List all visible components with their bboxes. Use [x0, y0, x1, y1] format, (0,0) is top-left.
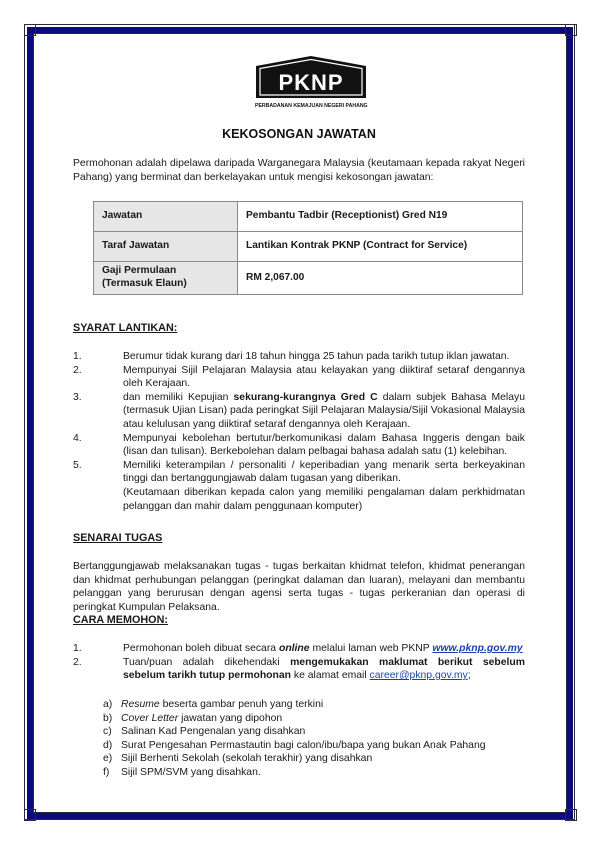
list-item: [103, 766, 523, 780]
website-link[interactable]: www.pknp.gov.my: [432, 643, 523, 654]
section-heading-tugas: SENARAI TUGAS: [73, 532, 163, 544]
list-letter: d): [103, 739, 113, 751]
list-text: [123, 656, 525, 683]
list-item: [103, 725, 523, 739]
list-letter: b): [103, 712, 113, 724]
list-letter: c): [103, 726, 112, 738]
pknp-logo: [255, 55, 367, 110]
logo-text: PKNP: [278, 70, 344, 95]
list-item: [73, 642, 525, 656]
italic-segment: Cover Letter: [121, 712, 179, 724]
section-heading-cara: CARA MEMOHON:: [73, 614, 168, 626]
page-title: KEKOSONGAN JAWATAN: [222, 127, 376, 141]
table-label-gaji: [94, 262, 238, 295]
list-text: Sijil Berhenti Sekolah (sekolah terakhir) yang disahkan: [121, 753, 373, 765]
text-segment: ke alamat email: [291, 670, 370, 682]
bold-segment: sekurang-kurangnya Gred C: [233, 391, 378, 403]
list-text: Salinan Kad Pengenalan yang disahkan: [121, 726, 306, 738]
text-segment: ;: [467, 670, 471, 682]
text-segment: Tuan/puan adalah dikehendaki: [123, 656, 291, 668]
frame-corner-top-left: [24, 24, 36, 36]
list-text: [121, 712, 282, 726]
note-segment: (Keutamaan diberikan kepada calon yang memiliki pengalaman dalam perkhidmatan pelanggan dan mahir dalam penggunaan komputer): [123, 486, 525, 512]
list-number: 5.: [73, 459, 82, 471]
text-segment: Permohonan boleh dibuat secara: [123, 643, 279, 654]
list-item: [73, 364, 525, 391]
logo-house-icon: [255, 55, 367, 99]
list-item: [103, 698, 523, 712]
text-segment: jawatan yang dipohon: [178, 712, 283, 724]
list-number: 2.: [73, 656, 82, 668]
syarat-list: [73, 350, 525, 513]
list-text: [123, 642, 525, 656]
table-value-gaji: RM 2,067.00: [238, 262, 523, 295]
bold-italic-segment: online: [278, 643, 310, 654]
list-letter: f): [103, 766, 110, 778]
table-value-taraf: Lantikan Kontrak PKNP (Contract for Service): [238, 232, 523, 262]
italic-segment: Resume: [121, 699, 160, 710]
tugas-paragraph: Bertanggungjawab melaksanakan tugas - tugas berkaitan khidmat telefon, khidmat penerangan dan khidmat perhubungan pelanggan (peringkat dalaman dan luaran), melayani dan membantu pelanggan yang berurusan dengan agensi serta tugas - tugas perkeranian dan operasi di peringkat Kumpulan Pelaksana.: [73, 561, 525, 613]
job-details-table: [93, 201, 523, 295]
list-item: [73, 656, 525, 683]
text-segment: melalui laman web PKNP: [309, 643, 433, 654]
table-row: [94, 232, 523, 262]
list-text: Surat Pengesahan Permastautin bagi calon/ibu/bapa yang bukan Anak Pahang: [121, 739, 486, 751]
list-item: [73, 391, 525, 432]
label-line-2: (Termasuk Elaun): [102, 278, 187, 289]
list-item: [103, 739, 523, 753]
frame-corner-bottom-right: [565, 809, 577, 821]
table-label-taraf: Taraf Jawatan: [94, 232, 238, 262]
table-row: [94, 202, 523, 232]
text-segment: beserta gambar penuh yang terkini: [159, 699, 324, 710]
list-number: 3.: [73, 391, 82, 403]
logo-caption: PERBADANAN KEMAJUAN NEGERI PAHANG: [255, 103, 368, 109]
list-letter: a): [103, 699, 113, 710]
bold-segment: mengemukakan maklumat berikut sebelum sebelum tarikh tutup permohonan: [123, 656, 525, 682]
list-text: [121, 698, 323, 712]
text-segment: Memiliki keterampilan / personaliti / keperibadian yang menarik serta berkeyakinan tinggi dan bertanggungjawab dalam tugasan yang diberikan.: [123, 459, 525, 485]
list-item: [73, 459, 525, 513]
list-number: 2.: [73, 364, 82, 376]
email-link[interactable]: career@pknp.gov.my: [369, 670, 468, 682]
list-item: [73, 350, 525, 364]
text-segment: dan memiliki Kepujian: [123, 391, 234, 403]
list-text: Mempunyai Sijil Pelajaran Malaysia atau kelayakan yang diiktiraf setaraf dengannya oleh Kerajaan.: [123, 364, 525, 390]
cara-list: [73, 642, 525, 683]
table-row: [94, 262, 523, 295]
list-number: 1.: [73, 351, 82, 362]
list-item: [103, 752, 523, 766]
label-line-1: Gaji Permulaan: [102, 265, 177, 277]
text-segment: dalam subjek Bahasa Melayu (termasuk Ujian Lisan) pada peringkat Sijil Pelajaran Malaysia/Sijil Vokasional Malaysia atau kelulusan yang diiktiraf setaraf dengannya oleh Kerajaan.: [123, 391, 525, 430]
list-text: Sijil SPM/SVM yang disahkan.: [121, 766, 261, 778]
list-text: [123, 459, 525, 513]
frame-corner-top-right: [565, 24, 577, 36]
list-letter: e): [103, 753, 113, 765]
documents-list: [103, 698, 523, 780]
list-item: [103, 712, 523, 726]
list-text: [123, 391, 525, 432]
section-heading-syarat: SYARAT LANTIKAN:: [73, 322, 178, 334]
list-text: Berumur tidak kurang dari 18 tahun hingga 25 tahun pada tarikh tutup iklan jawatan.: [123, 351, 510, 362]
list-item: [73, 432, 525, 459]
list-number: 1.: [73, 643, 82, 654]
frame-corner-bottom-left: [24, 809, 36, 821]
list-number: 4.: [73, 432, 82, 444]
table-value-jawatan: Pembantu Tadbir (Receptionist) Gred N19: [238, 202, 523, 232]
table-label-jawatan: Jawatan: [94, 202, 238, 232]
intro-paragraph: Permohonan adalah dipelawa daripada Warganegara Malaysia (keutamaan kepada rakyat Negeri Pahang) yang berminat dan berkelayakan untuk mengisi kekosongan jawatan:: [73, 158, 525, 183]
list-text: Mempunyai kebolehan bertutur/berkomunikasi dalam Bahasa Inggeris dengan baik (lisan dan tulisan). Berkebolehan dalam pelbagai bahasa adalah satu (1) kelebihan.: [123, 432, 525, 458]
